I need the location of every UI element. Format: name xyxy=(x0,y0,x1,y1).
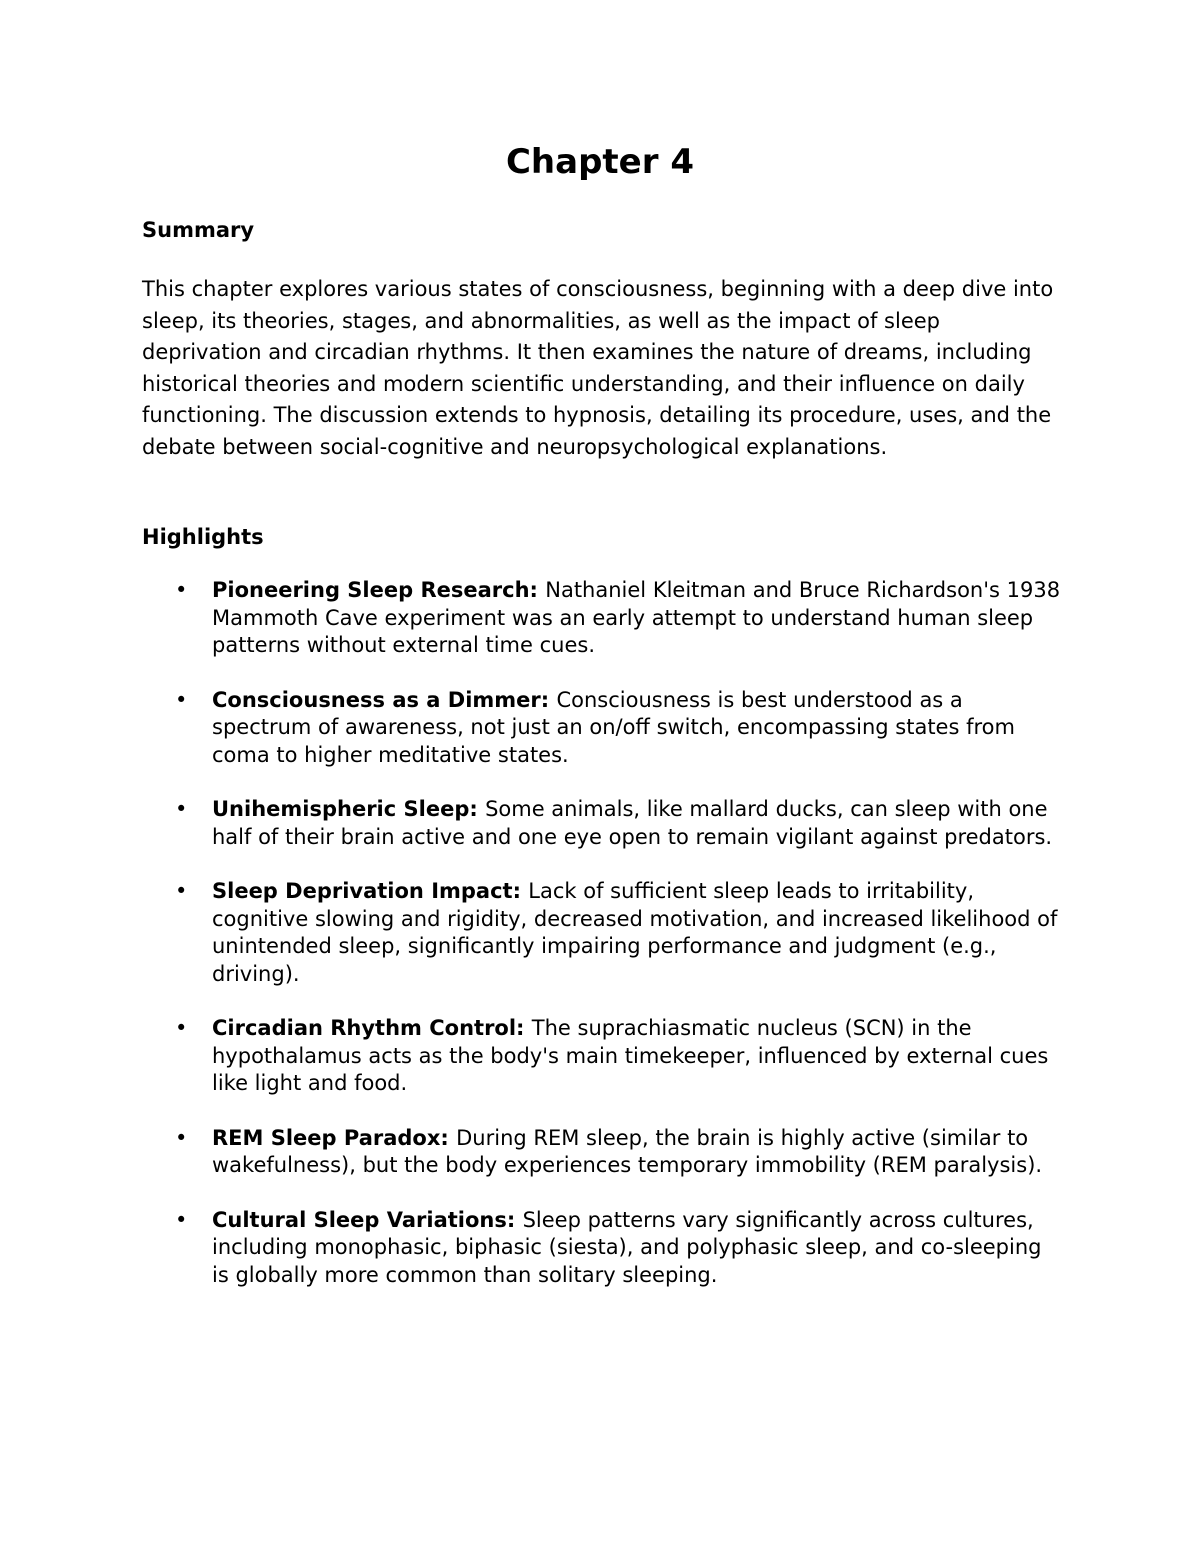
highlight-text: The suprachiasmatic nucleus (SCN) in the hypothalamus acts as the body's main timekeeper, influenced by external cues like light and food. xyxy=(212,1016,1049,1095)
summary-heading: Summary xyxy=(142,218,255,242)
highlight-text: During REM sleep, the brain is highly active (similar to wakefulness), but the body experiences temporary immobility (REM paralysis). xyxy=(212,1125,1043,1177)
highlight-text: Nathaniel Kleitman and Bruce Richardson's 1938 Mammoth Cave experiment was an early attempt to understand human sleep patterns without external time cues. xyxy=(212,578,1061,657)
highlight-item xyxy=(142,687,1062,770)
highlights-list xyxy=(142,577,1062,1316)
highlight-item xyxy=(142,1125,1062,1180)
bullet-icon: • xyxy=(175,879,188,903)
bullet-icon: • xyxy=(175,1125,188,1150)
bullet-icon: • xyxy=(175,578,188,602)
highlight-text: Sleep patterns vary significantly across cultures, including monophasic, biphasic (siesta), and polyphasic sleep, and co-sleeping is globally more common than solitary sleeping. xyxy=(212,1207,1042,1287)
highlight-label: REM Sleep Paradox: xyxy=(212,1125,457,1150)
summary-paragraph: This chapter explores various states of consciousness, beginning with a deep dive into sleep, its theories, stages, and abnormalities, as well as the impact of sleep deprivation and circadian rhythms. It then examines the nature of dreams, including historical theories and modern scientific understanding, and their influence on daily functioning. The discussion extends to hypnosis, detailing its procedure, uses, and the debate between social-cognitive and neuropsychological explanations. xyxy=(142,277,1054,459)
bullet-icon: • xyxy=(175,1207,188,1232)
highlight-label: Sleep Deprivation Impact: xyxy=(212,879,529,903)
bullet-icon: • xyxy=(175,1016,188,1040)
highlight-label: Pioneering Sleep Research: xyxy=(212,578,546,602)
highlight-text: Consciousness is best understood as a spectrum of awareness, not just an on/off switch, encompassing states from coma to higher meditative states. xyxy=(212,687,1015,767)
highlight-label: Unihemispheric Sleep: xyxy=(212,797,486,821)
highlight-label: Cultural Sleep Variations: xyxy=(212,1207,523,1232)
highlight-text: Some animals, like mallard ducks, can sleep with one half of their brain active and one eye open to remain vigilant against predators. xyxy=(212,797,1053,849)
highlights-heading: Highlights xyxy=(142,525,264,549)
highlight-item xyxy=(142,878,1062,988)
bullet-icon: • xyxy=(175,797,188,821)
highlight-label: Circadian Rhythm Control: xyxy=(212,1016,532,1040)
highlight-item xyxy=(142,796,1062,851)
page-title: Chapter 4 xyxy=(505,142,694,182)
highlight-item xyxy=(142,577,1062,660)
highlight-text: Lack of sufficient sleep leads to irritability, cognitive slowing and rigidity, decreased motivation, and increased likelihood of unintended sleep, significantly impairing performance and judgment (e.g., driving). xyxy=(212,879,1058,986)
highlight-item xyxy=(142,1015,1062,1098)
highlight-label: Consciousness as a Dimmer: xyxy=(212,687,557,712)
bullet-icon: • xyxy=(175,687,188,712)
highlight-item xyxy=(142,1207,1062,1290)
